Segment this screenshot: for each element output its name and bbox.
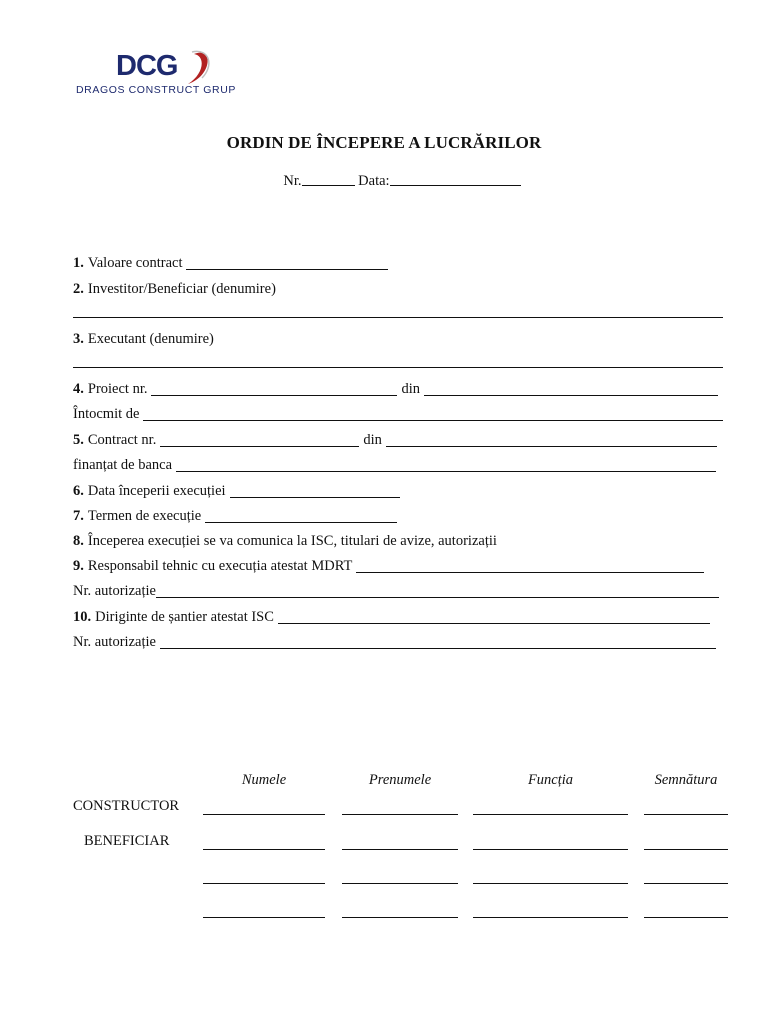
column-header-functia: Funcția xyxy=(527,772,574,788)
field-contract xyxy=(73,427,717,449)
signature-line[interactable] xyxy=(342,883,458,884)
field-label: Nr. autorizație xyxy=(73,583,156,599)
executant-input-row xyxy=(73,348,723,370)
signature-line[interactable] xyxy=(644,814,728,815)
field-label: Nr. autorizație xyxy=(73,634,156,650)
field-number: 6. xyxy=(73,483,84,499)
field-number: 2. xyxy=(73,281,84,297)
field-label: Începerea execuției se va comunica la ISC, titulari de avize, autorizații xyxy=(87,533,497,549)
investor-input[interactable] xyxy=(73,301,723,318)
field-technical-responsible xyxy=(73,553,704,575)
signature-line[interactable] xyxy=(203,849,325,850)
signature-line[interactable] xyxy=(203,883,325,884)
execution-term-input[interactable] xyxy=(205,506,397,523)
signature-line[interactable] xyxy=(644,849,728,850)
authorization-10-input[interactable] xyxy=(160,632,716,649)
authorization-9-input[interactable] xyxy=(156,581,719,598)
field-label: Responsabil tehnic cu execuția atestat MDRT xyxy=(87,558,353,574)
column-header-prenumele: Prenumele xyxy=(368,772,432,788)
din-label: din xyxy=(401,381,421,397)
column-header-semnatura: Semnătura xyxy=(654,772,718,788)
field-execution-term xyxy=(73,503,397,525)
field-bank xyxy=(73,452,716,474)
signature-line[interactable] xyxy=(473,917,628,918)
nr-field[interactable] xyxy=(302,169,355,186)
field-notification xyxy=(73,528,497,550)
field-number: 10. xyxy=(73,609,92,625)
signature-line[interactable] xyxy=(203,814,325,815)
field-authorization-9 xyxy=(73,578,719,600)
data-label: Data: xyxy=(358,173,390,189)
signature-line[interactable] xyxy=(342,814,458,815)
field-number: 8. xyxy=(73,533,84,549)
contract-value-input[interactable] xyxy=(186,253,388,270)
column-header-numele: Numele xyxy=(241,772,287,788)
nr-label: Nr. xyxy=(283,173,302,189)
drawn-up-by-input[interactable] xyxy=(143,404,723,421)
signature-line[interactable] xyxy=(203,917,325,918)
field-project xyxy=(73,376,718,398)
project-date-input[interactable] xyxy=(424,379,718,396)
field-start-date xyxy=(73,478,400,500)
din-label: din xyxy=(363,432,382,448)
signature-line[interactable] xyxy=(342,849,458,850)
signature-line[interactable] xyxy=(473,849,628,850)
field-number: 4. xyxy=(73,381,84,397)
field-executant xyxy=(73,326,214,348)
signature-line[interactable] xyxy=(342,917,458,918)
signature-line[interactable] xyxy=(473,814,628,815)
start-date-input[interactable] xyxy=(230,481,400,498)
field-number: 3. xyxy=(73,331,84,347)
field-label: Executant (denumire) xyxy=(87,331,214,347)
project-number-input[interactable] xyxy=(151,379,397,396)
document-title: ORDIN DE ÎNCEPERE A LUCRĂRILOR xyxy=(226,133,542,152)
document-number-date xyxy=(0,169,768,190)
field-drawn-up-by xyxy=(73,401,723,423)
field-label: Data începerii execuției xyxy=(87,483,226,499)
contract-date-input[interactable] xyxy=(386,430,717,447)
role-beneficiar: BENEFICIAR xyxy=(84,833,170,849)
investor-input-row xyxy=(73,298,723,320)
field-number: 1. xyxy=(73,255,84,271)
technical-responsible-input[interactable] xyxy=(356,556,704,573)
field-label: Diriginte de șantier atestat ISC xyxy=(95,609,274,625)
field-contract-value xyxy=(73,250,388,272)
field-site-manager xyxy=(73,604,710,626)
logo-company-name: DRAGOS CONSTRUCT GRUP xyxy=(76,84,236,96)
field-number: 9. xyxy=(73,558,84,574)
field-label: Contract nr. xyxy=(87,432,157,448)
company-logo xyxy=(76,48,238,100)
signature-line[interactable] xyxy=(644,917,728,918)
field-label: Întocmit de xyxy=(73,406,140,422)
signature-line[interactable] xyxy=(644,883,728,884)
site-manager-input[interactable] xyxy=(278,607,710,624)
field-number: 5. xyxy=(73,432,84,448)
field-label: Valoare contract xyxy=(87,255,183,271)
field-number: 7. xyxy=(73,508,84,524)
field-label: Termen de execuție xyxy=(87,508,202,524)
logo-mark: DCG xyxy=(116,50,178,82)
contract-number-input[interactable] xyxy=(160,430,359,447)
field-label: finanțat de banca xyxy=(73,457,173,473)
bank-input[interactable] xyxy=(176,455,716,472)
field-label: Investitor/Beneficiar (denumire) xyxy=(87,281,276,297)
field-label: Proiect nr. xyxy=(87,381,148,397)
signature-line[interactable] xyxy=(473,883,628,884)
executant-input[interactable] xyxy=(73,351,723,368)
role-constructor: CONSTRUCTOR xyxy=(73,798,180,814)
field-investor xyxy=(73,276,276,298)
date-field[interactable] xyxy=(390,169,521,186)
field-authorization-10 xyxy=(73,629,716,651)
